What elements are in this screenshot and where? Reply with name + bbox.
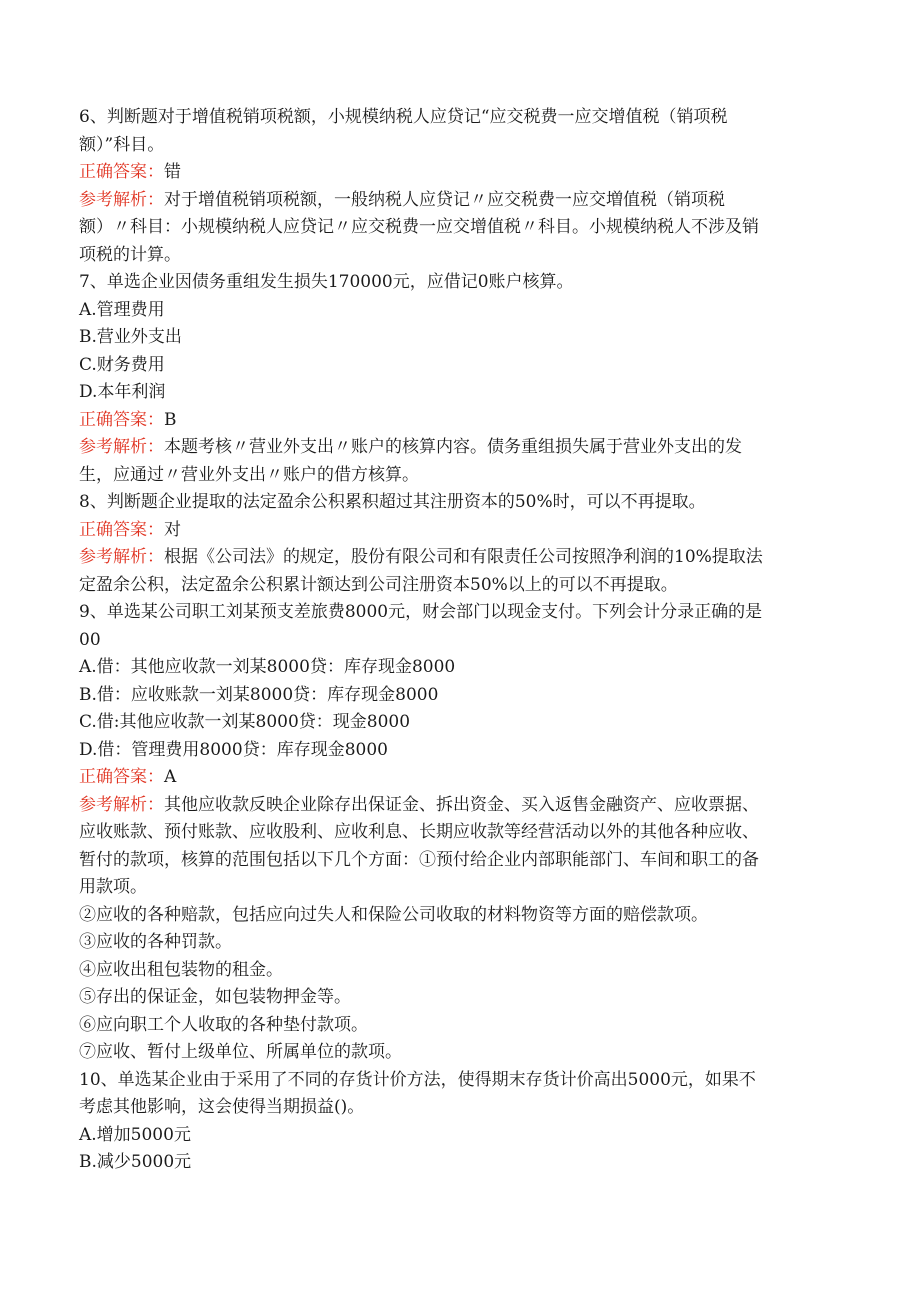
document-body <box>79 104 831 1177</box>
option-7-d: D.本年利润 <box>79 382 166 402</box>
question-6-line-1: 6、判断题对于增值税销项税额，小规模纳税人应贷记“应交税费一应交增值税（销项税 <box>79 107 728 127</box>
analysis-item: ⑥应向职工个人收取的各种垫付款项。 <box>79 1014 368 1035</box>
answer-6 <box>79 159 831 187</box>
analysis-item: ⑦应收、暂付上级单位、所属单位的款项。 <box>79 1042 402 1062</box>
option-7-b: B.营业外支出 <box>79 327 182 347</box>
analysis-item: ⑤存出的保证金，如包装物押金等。 <box>79 987 351 1007</box>
analysis-label: 参考解析： <box>79 547 164 567</box>
answer-value: 对 <box>164 519 181 540</box>
analysis-item: ③应收的各种罚款。 <box>79 932 232 952</box>
option-9-b: B.借：应收账款一刘某8000贷：库存现金8000 <box>79 684 439 705</box>
answer-label: 正确答案： <box>79 162 164 182</box>
answer-8 <box>79 517 831 545</box>
answer-value: B <box>164 409 177 430</box>
analysis-label: 参考解析： <box>79 794 164 815</box>
analysis-9-line-3: 暂付的款项，核算的范围包括以下几个方面：①预付给企业内部职能部门、车间和职工的备 <box>79 849 759 870</box>
question-9-line-2: 00 <box>79 629 101 650</box>
analysis-item: ④应收出租包装物的租金。 <box>79 959 283 980</box>
analysis-7-line-2: 生，应通过〃营业外支出〃账户的借方核算。 <box>79 464 419 485</box>
analysis-9-line-1: 参考解析：其他应收款反映企业除存出保证金、拆出资金、买入返售金融资产、应收票据、 <box>79 794 759 815</box>
answer-7 <box>79 407 831 435</box>
analysis-6-line-2: 额）〃科目：小规模纳税人应贷记〃应交税费一应交增值税〃科目。小规模纳税人不涉及销 <box>79 217 759 237</box>
answer-value: 错 <box>164 162 181 182</box>
answer-9 <box>79 764 831 792</box>
question-6-line-2: 额）”科目。 <box>79 134 165 155</box>
analysis-9-line-4: 用款项。 <box>79 877 147 897</box>
question-10-line-2: 考虑其他影响，这会使得当期损益()。 <box>79 1097 365 1117</box>
option-7-c: C.财务费用 <box>79 354 165 375</box>
option-9-a: A.借：其他应收款一刘某8000贷：库存现金8000 <box>79 657 456 677</box>
analysis-label: 参考解析： <box>79 437 164 457</box>
analysis-8-line-2: 定盈余公积，法定盈余公积累计额达到公司注册资本50%以上的可以不再提取。 <box>79 574 678 595</box>
question-8: 8、判断题企业提取的法定盈余公积累积超过其注册资本的50%时，可以不再提取。 <box>79 492 706 512</box>
analysis-6-line-3: 项税的计算。 <box>79 244 181 265</box>
option-9-c: C.借:其他应收款一刘某8000贷：现金8000 <box>79 712 411 732</box>
answer-label: 正确答案： <box>79 767 164 787</box>
answer-label: 正确答案： <box>79 409 164 430</box>
analysis-7-line-1: 参考解析：本题考核〃营业外支出〃账户的核算内容。债务重组损失属于营业外支出的发 <box>79 437 742 457</box>
answer-label: 正确答案： <box>79 519 164 540</box>
question-9-line-1: 9、单选某公司职工刘某预支差旅费8000元，财会部门以现金支付。下列会计分录正确的是 <box>79 602 763 622</box>
analysis-label: 参考解析： <box>79 189 164 210</box>
question-10-line-1: 10、单选某企业由于采用了不同的存货计价方法，使得期末存货计价高出5000元，如果不 <box>79 1069 756 1090</box>
analysis-8-line-1: 参考解析：根据《公司法》的规定，股份有限公司和有限责任公司按照净利润的10%提取法 <box>79 547 763 567</box>
option-10-b: B.减少5000元 <box>79 1152 192 1172</box>
option-10-a: A.增加5000元 <box>79 1124 191 1145</box>
answer-value: A <box>164 767 177 787</box>
analysis-9-line-2: 应收账款、预付账款、应收股利、应收利息、长期应收款等经营活动以外的其他各种应收、 <box>79 822 759 842</box>
analysis-item: ②应收的各种赔款，包括应向过失人和保险公司收取的材料物资等方面的赔偿款项。 <box>79 904 708 925</box>
option-9-d: D.借：管理费用8000贷：库存现金8000 <box>79 739 388 760</box>
question-7: 7、单选企业因债务重组发生损失170000元，应借记0账户核算。 <box>79 272 574 292</box>
option-7-a: A.管理费用 <box>79 299 165 320</box>
analysis-6-line-1: 参考解析：对于增值税销项税额，一般纳税人应贷记〃应交税费一应交増值税（销项税 <box>79 189 725 210</box>
